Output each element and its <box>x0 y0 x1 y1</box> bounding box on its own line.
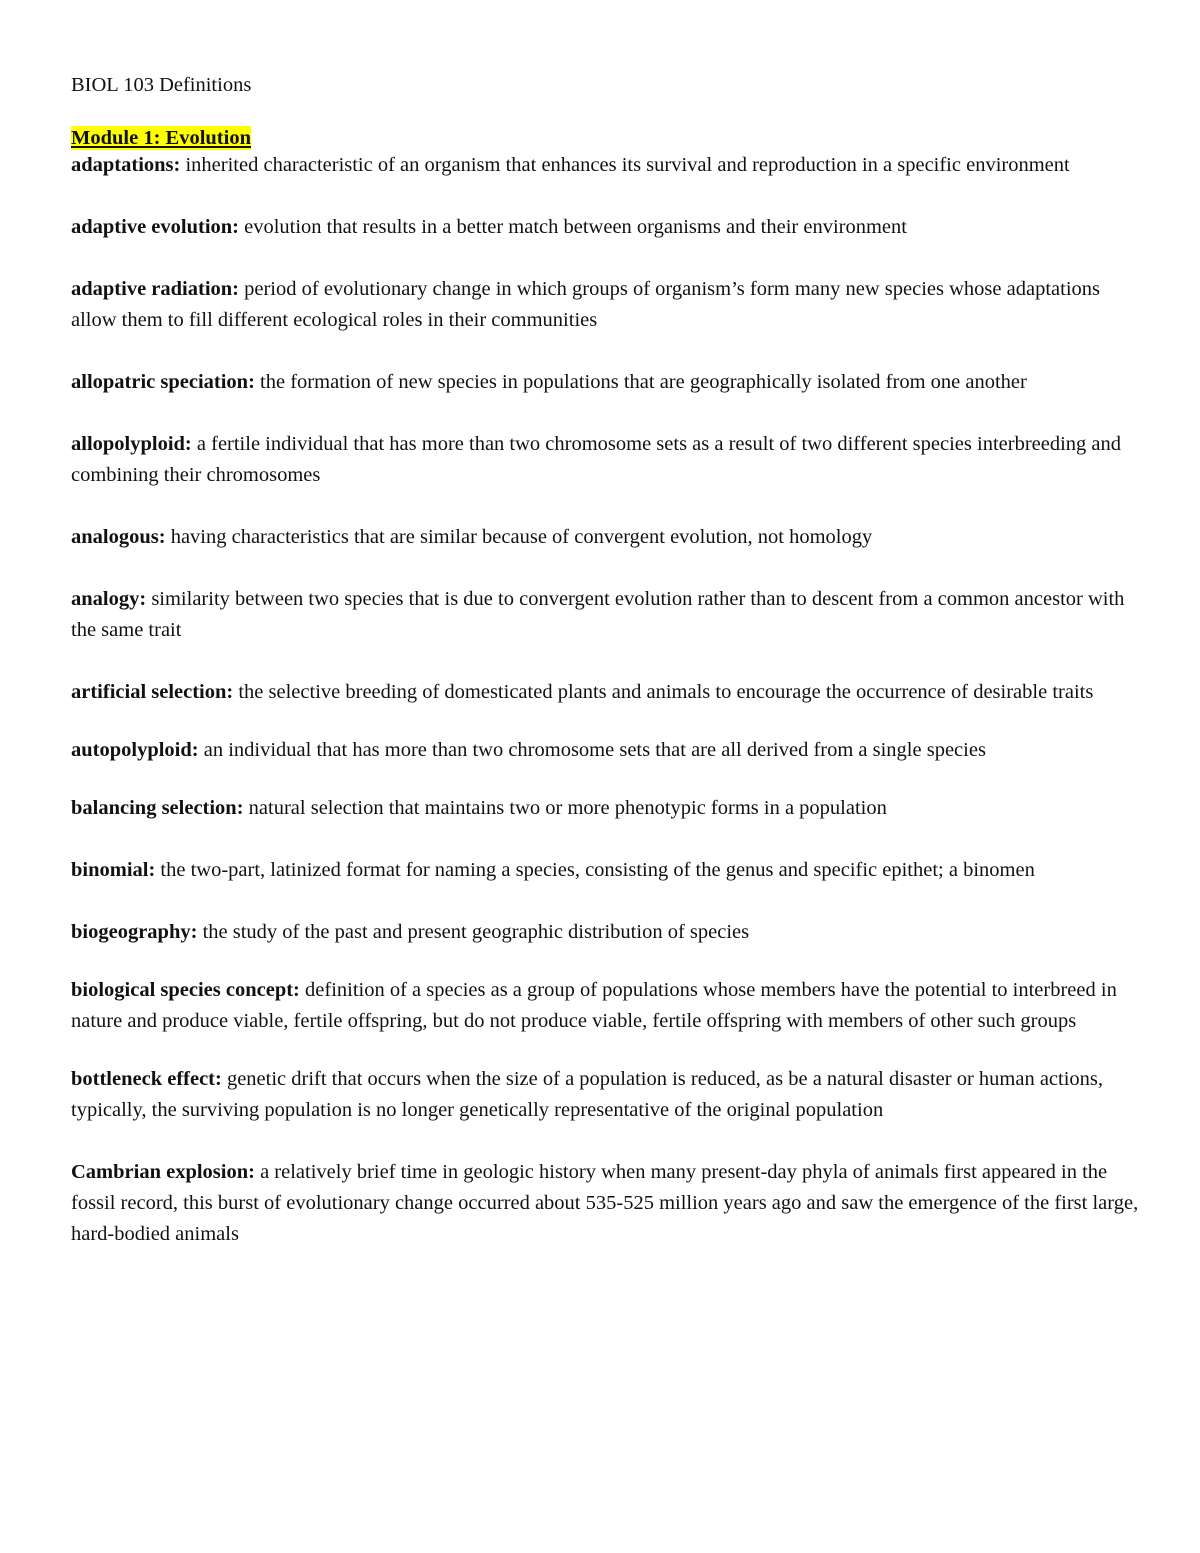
definition-term: analogous: <box>71 526 166 548</box>
definition-text: the two-part, latinized format for naming a species, consisting of the genus and specific epithet; a binomen <box>155 859 1035 881</box>
definition-autopolyploid <box>71 735 1139 766</box>
definition-text: the formation of new species in populations that are geographically isolated from one another <box>254 371 1027 393</box>
module-heading: Module 1: Evolution <box>71 127 251 149</box>
definition-term: balancing selection: <box>71 797 244 819</box>
definition-text: inherited characteristic of an organism that enhances its survival and reproduction in a specific environment <box>180 154 1070 176</box>
definition-text: period of evolutionary change in which groups of organism’s form many new species whose adaptations allow them to fill different ecological roles in their communities <box>71 278 1100 331</box>
definition-text: the selective breeding of domesticated plants and animals to encourage the occurrence of desirable traits <box>233 681 1094 703</box>
definition-text: a relatively brief time in geologic history when many present-day phyla of animals first appeared in the fossil record, this burst of evolutionary change occurred about 535-525 million years ago and saw the emergence of the first large, hard-bodied animals <box>71 1161 1139 1245</box>
definition-text: evolution that results in a better match between organisms and their environment <box>239 216 907 238</box>
definition-allopolyploid <box>71 429 1139 491</box>
definition-term: allopatric speciation: <box>71 371 255 393</box>
definition-term: autopolyploid: <box>71 739 199 761</box>
definition-term: adaptations: <box>71 154 181 176</box>
definition-biological-species-concept <box>71 975 1139 1037</box>
definition-text: the study of the past and present geographic distribution of species <box>197 921 750 943</box>
definition-text: similarity between two species that is due to convergent evolution rather than to descent from a common ancestor with the same trait <box>71 588 1125 641</box>
definition-balancing-selection <box>71 793 1139 824</box>
definition-adaptations <box>71 150 1139 181</box>
definition-analogy <box>71 584 1139 646</box>
definition-cambrian-explosion <box>71 1157 1139 1250</box>
definition-artificial-selection <box>71 677 1139 708</box>
definition-term: artificial selection: <box>71 681 234 703</box>
definition-adaptive-evolution <box>71 212 1139 243</box>
definition-term: biogeography: <box>71 921 198 943</box>
definition-term: adaptive radiation: <box>71 278 239 300</box>
definition-term: allopolyploid: <box>71 433 192 455</box>
definition-text: natural selection that maintains two or more phenotypic forms in a population <box>243 797 887 819</box>
definition-term: binomial: <box>71 859 156 881</box>
definition-text: an individual that has more than two chromosome sets that are all derived from a single species <box>198 739 986 761</box>
definition-bottleneck-effect <box>71 1064 1139 1126</box>
definition-term: adaptive evolution: <box>71 216 239 238</box>
module-heading-row <box>71 122 1139 150</box>
definition-text: definition of a species as a group of populations whose members have the potential to interbreed in nature and produce viable, fertile offspring, but do not produce viable, fertile offspring with members of other such groups <box>71 979 1117 1032</box>
definition-term: biological species concept: <box>71 979 300 1001</box>
definition-term: bottleneck effect: <box>71 1068 222 1090</box>
definition-text: a fertile individual that has more than two chromosome sets as a result of two different species interbreeding and combining their chromosomes <box>71 433 1122 486</box>
definition-binomial <box>71 855 1139 886</box>
definition-text: genetic drift that occurs when the size of a population is reduced, as be a natural disaster or human actions, typically, the surviving population is no longer genetically representative of the original population <box>71 1068 1104 1121</box>
definition-term: Cambrian explosion: <box>71 1161 255 1183</box>
document-title: BIOL 103 Definitions <box>71 74 252 96</box>
definition-term: analogy: <box>71 588 147 610</box>
definition-biogeography <box>71 917 1139 948</box>
definition-analogous <box>71 522 1139 553</box>
definition-adaptive-radiation <box>71 274 1139 336</box>
definition-allopatric-speciation <box>71 367 1139 398</box>
document-page <box>71 70 1139 1250</box>
definition-text: having characteristics that are similar because of convergent evolution, not homology <box>165 526 873 548</box>
